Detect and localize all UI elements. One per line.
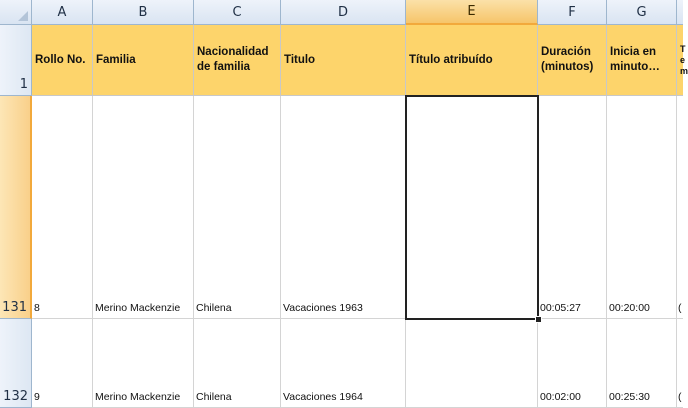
cell-b132[interactable]: Merino Mackenzie	[93, 319, 194, 408]
cell-d131[interactable]: Vacaciones 1963	[281, 96, 406, 319]
cell-d132[interactable]: Vacaciones 1964	[281, 319, 406, 408]
header-cell-rollo[interactable]: Rollo No.	[32, 25, 93, 96]
header-cell-inicia[interactable]: Inicia en minuto…	[607, 25, 677, 96]
row-header-132[interactable]: 132	[0, 319, 32, 408]
column-header-e[interactable]: E	[406, 0, 538, 25]
header-cell-titulo-atribuido[interactable]: Título atribuído	[406, 25, 538, 96]
header-cell-familia[interactable]: Familia	[93, 25, 194, 96]
cell-e131[interactable]	[406, 96, 538, 319]
column-header-a[interactable]: A	[32, 0, 93, 25]
cell-c131[interactable]: Chilena	[194, 96, 281, 319]
header-cell-duracion[interactable]: Duración (minutos)	[538, 25, 607, 96]
select-all-icon	[18, 11, 28, 21]
fill-handle[interactable]	[535, 316, 542, 323]
cell-e132[interactable]	[406, 319, 538, 408]
cell-a132[interactable]: 9	[32, 319, 93, 408]
cell-g132[interactable]: 00:25:30	[607, 319, 677, 408]
cell-h131[interactable]: (	[677, 96, 683, 319]
header-cell-h[interactable]: T e m	[677, 25, 683, 96]
column-header-g[interactable]: G	[607, 0, 677, 25]
row-header-131[interactable]: 131	[0, 96, 32, 319]
cell-b131[interactable]: Merino Mackenzie	[93, 96, 194, 319]
cell-h132[interactable]: (	[677, 319, 683, 408]
cell-g131[interactable]: 00:20:00	[607, 96, 677, 319]
column-header-f[interactable]: F	[538, 0, 607, 25]
header-cell-nacionalidad[interactable]: Nacionalidad de familia	[194, 25, 281, 96]
header-cell-titulo[interactable]: Titulo	[281, 25, 406, 96]
cell-c132[interactable]: Chilena	[194, 319, 281, 408]
row-header-1[interactable]: 1	[0, 25, 32, 96]
column-header-h[interactable]	[677, 0, 683, 25]
column-header-c[interactable]: C	[194, 0, 281, 25]
select-all-corner[interactable]	[0, 0, 32, 25]
cell-f132[interactable]: 00:02:00	[538, 319, 607, 408]
cell-a131[interactable]: 8	[32, 96, 93, 319]
cell-f131[interactable]: 00:05:27	[538, 96, 607, 319]
column-header-d[interactable]: D	[281, 0, 406, 25]
column-header-b[interactable]: B	[93, 0, 194, 25]
